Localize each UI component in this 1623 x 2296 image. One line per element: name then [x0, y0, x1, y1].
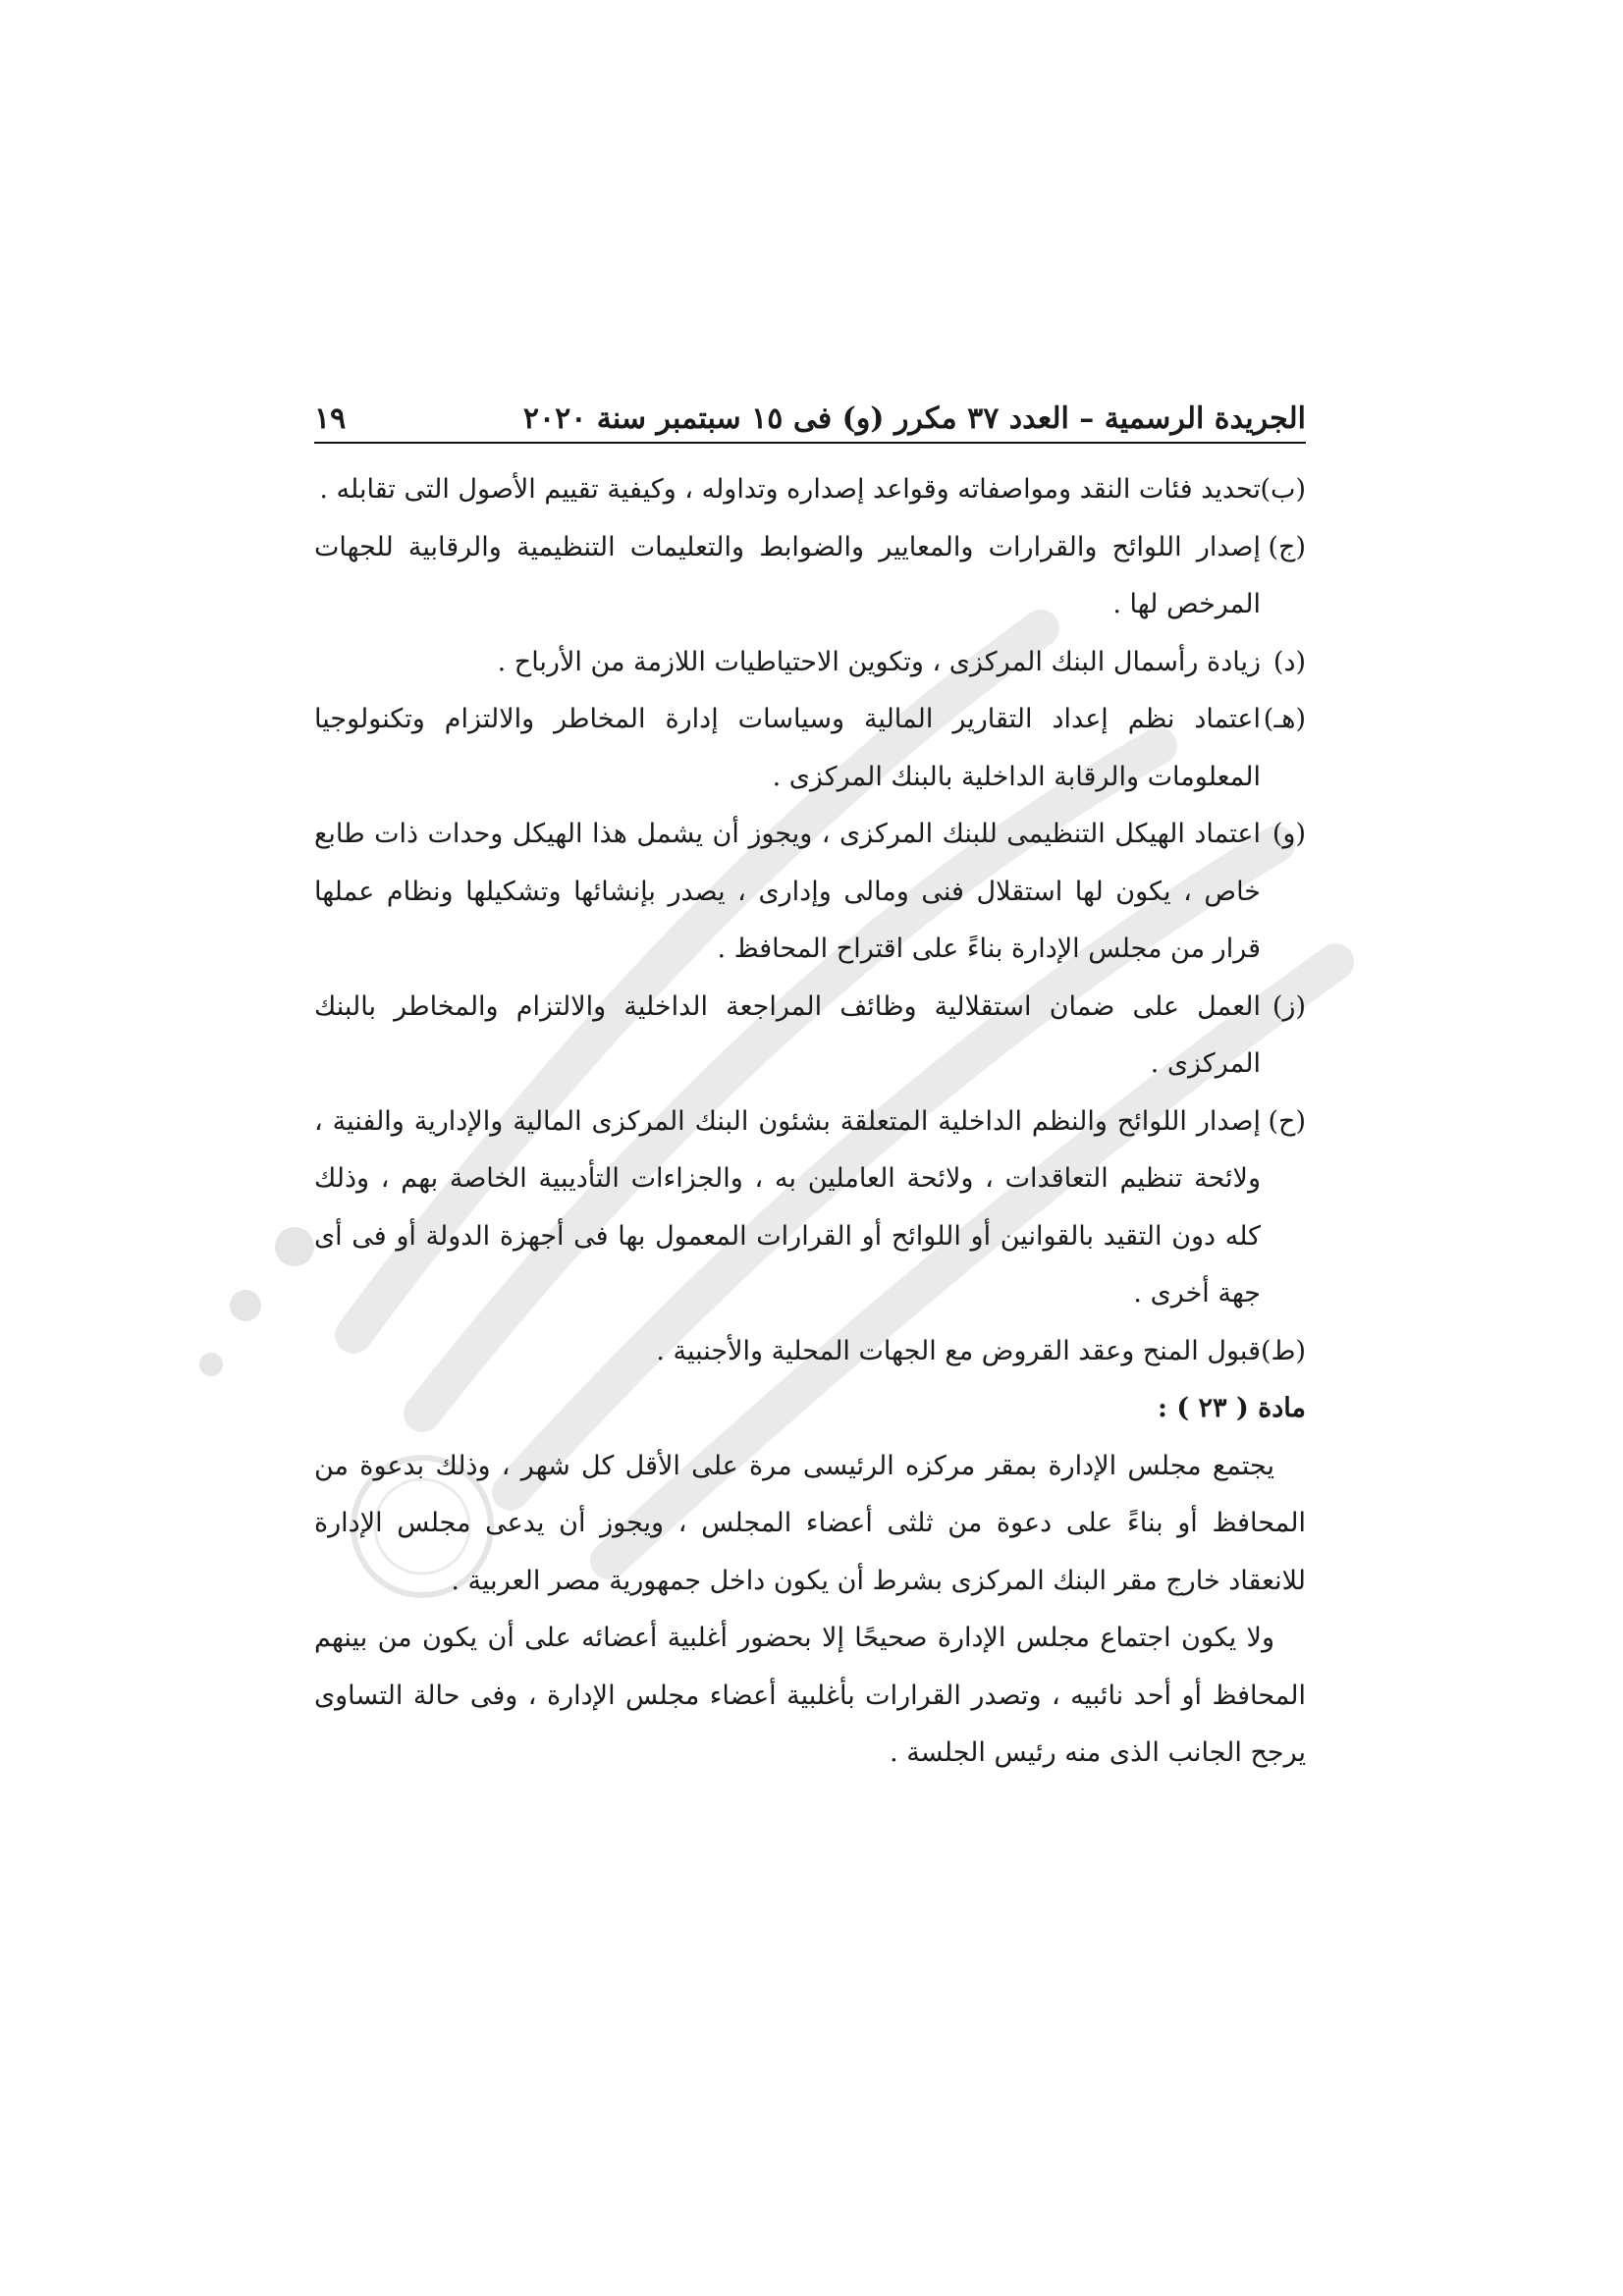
list-text: تحديد فئات النقد ومواصفاته وقواعد إصداره وتداوله ، وكيفية تقييم الأصول التى تقابله . [319, 474, 1261, 505]
page-header [314, 373, 1306, 444]
list-item [314, 1094, 1306, 1323]
list-marker: (ز) [1271, 990, 1306, 1022]
list-text: اعتماد الهيكل التنظيمى للبنك المركزى ، ويجوز أن يشمل هذا الهيكل وحدات ذات طابع خاص ، يكون لها استقلال فنى ومالى وإدارى ، يصدر بإنشائها وتشكيلها ونظام عملها قرار من مجلس الإدارة بناءً على اقتراح المحافظ . [314, 819, 1261, 964]
list-text: إصدار اللوائح والنظم الداخلية المتعلقة بشئون البنك المركزى المالية والإدارية والفنية ، ولائحة تنظيم التعاقدات ، ولائحة العاملين به ، والجزاءات التأديبية الخاصة بهم ، وذلك كله دون التقيد بالقوانين أو اللوائح أو القرارات المعمول بها فى أجهزة الدولة أو فى أى جهة أخرى . [314, 1105, 1261, 1308]
list-marker: (ج) [1268, 531, 1306, 562]
article-paragraph: يجتمع مجلس الإدارة بمقر مركزه الرئيسى مرة على الأقل كل شهر ، وذلك بدعوة من المحافظ أو بناءً على دعوة من ثلثى أعضاء المجلس ، ويجوز أن يدعى مجلس الإدارة للانعقاد خارج مقر البنك المركزى بشرط أن يكون داخل جمهورية مصر العربية . [314, 1450, 1306, 1596]
header-title: الجريدة الرسمية – العدد ٣٧ مكرر (و) فى ١٥ سبتمبر سنة ٢٠٢٠ [522, 401, 1306, 436]
list-item [314, 1323, 1306, 1381]
list-item [314, 461, 1306, 519]
list-text: العمل على ضمان استقلالية وظائف المراجعة الداخلية والالتزام والمخاطر بالبنك المركزى . [314, 990, 1261, 1079]
article-heading: مادة ( ٢٣ ) : [1158, 1393, 1306, 1423]
list-marker: (ب) [1260, 474, 1306, 505]
document-page [314, 373, 1306, 1783]
list-item [314, 691, 1306, 806]
list-text: زيادة رأسمال البنك المركزى ، وتكوين الاحتياطيات اللازمة من الأرباح . [497, 646, 1261, 677]
list-marker: (و) [1271, 819, 1306, 849]
list-marker: (ط) [1260, 1335, 1306, 1366]
list-item [314, 806, 1306, 979]
list-marker: (د) [1272, 646, 1306, 677]
list-text: قبول المنح وعقد القروض مع الجهات المحلية والأجنبية . [656, 1335, 1261, 1366]
article-paragraph: ولا يكون اجتماع مجلس الإدارة صحيحًا إلا بحضور أغلبية أعضائه على أن يكون من بينهم المحافظ أو أحد نائبيه ، وتصدر القرارات بأغلبية أعضاء مجلس الإدارة ، وفى حالة التساوى يرجح الجانب الذى منه رئيس الجلسة . [314, 1623, 1306, 1768]
list-marker: (هـ) [1263, 704, 1306, 734]
document-body [314, 461, 1306, 1783]
list-item [314, 634, 1306, 692]
list-marker: (ح) [1268, 1105, 1306, 1137]
list-text: إصدار اللوائح والقرارات والمعايير والضوابط والتعليمات التنظيمية والرقابية للجهات المرخص لها . [314, 531, 1261, 619]
list-item [314, 979, 1306, 1094]
list-text: اعتماد نظم إعداد التقارير المالية وسياسات إدارة المخاطر والالتزام وتكنولوجيا المعلومات والرقابة الداخلية بالبنك المركزى . [314, 704, 1261, 792]
list-item [314, 519, 1306, 634]
page-number: ١٩ [314, 401, 347, 436]
